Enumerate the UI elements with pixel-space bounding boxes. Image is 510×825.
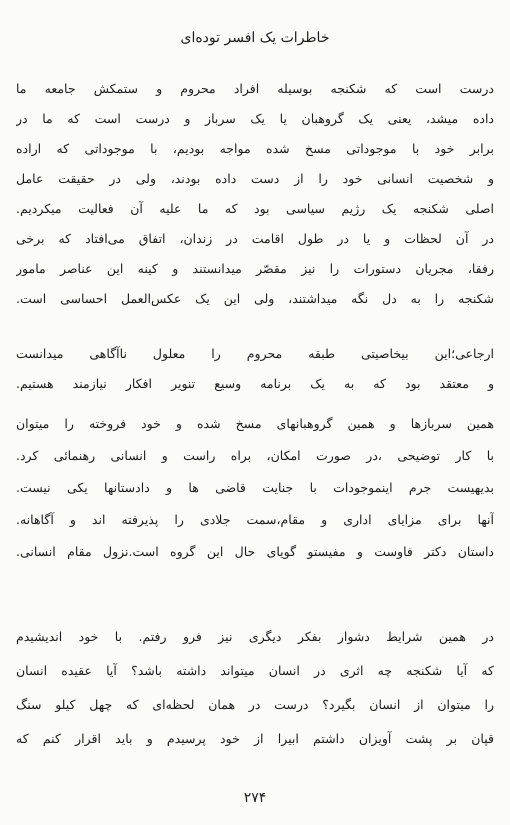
text-line: ارجاعی؛این بیخاصیتی طبقه محروم را معلول ناآگاهی میدانست: [16, 346, 494, 361]
text-line: و معتقد بود که به یک برنامه وسیع تنویر افکار نیازمند هستیم.: [16, 376, 494, 391]
text-line: اصلی شکنجه یک رژیم سیاسی بود که ما علیه آن فعالیت میکردیم.: [16, 201, 494, 216]
text-line: همین سربازها و همین گروهبانهای مسخ شده و خود فروخته را میتوان: [16, 416, 494, 431]
text-line: بدیهیست جرم اینموجودات با جنایت قاضی ها و دادستانها یکی نیست.: [16, 480, 494, 495]
page-number: ۲۷۴: [243, 790, 267, 806]
text-line: را میتوان از انسان بگیرد؟ درست در همان لحظه‌ای که چهل کیلو سنگ: [16, 697, 494, 712]
text-line: داستان دکتر فاوست و مفیستو گویای حال این گروه است.نزول مقام انسانی.: [16, 544, 494, 559]
text-line: قپان بر پشت آویزان داشتم ابیرا از خود پرسیدم و باید اقرار کنم که: [16, 731, 494, 746]
text-line: در همین شرایط دشوار بفکر دیگری نیز فرو رفتم. با خود اندیشیدم: [16, 629, 494, 644]
text-line: با کار توضیحی ،در صورت امکان، براه راست و انسانی رهنمائی کرد.: [16, 448, 494, 463]
text-line: در آن لحظات و یا در طول اقامت در زندان، اتفاق می‌افتاد که برخی: [16, 231, 494, 246]
text-line: داده میشد، یعنی یک گروهبان یا یک سرباز و درست است که ما در: [16, 111, 494, 126]
text-line: برابر خود با موجوداتی مسخ شده مواجه بودیم، با موجوداتی که اراده: [16, 141, 494, 156]
text-line: درست است که شکنجه بوسیله افراد محروم و ستمکش جامعه ما: [16, 81, 494, 96]
text-line: و شخصیت انسانی خود را از دست داده بودند، ولی در حقیقت عامل: [16, 171, 494, 186]
text-line: شکنجه را به دل نگه میداشتند، ولی این یک عکس‌العمل احساسی است.: [16, 291, 494, 306]
text-line: که آیا شکنجه چه اثری در انسان میتواند داشته باشد؟ آیا عقیده انسان: [16, 663, 494, 678]
page-header: خاطرات یک افسر توده‌ای: [180, 30, 330, 46]
text-line: رفقا، مجریان دستورات را نیز مقصّر میدانستند و کینه این عناصر مامور: [16, 261, 494, 276]
text-line: آنها برای مزایای اداری و مقام،سمت جلادی را پذیرفته اند و آگاهانه.: [16, 512, 494, 527]
